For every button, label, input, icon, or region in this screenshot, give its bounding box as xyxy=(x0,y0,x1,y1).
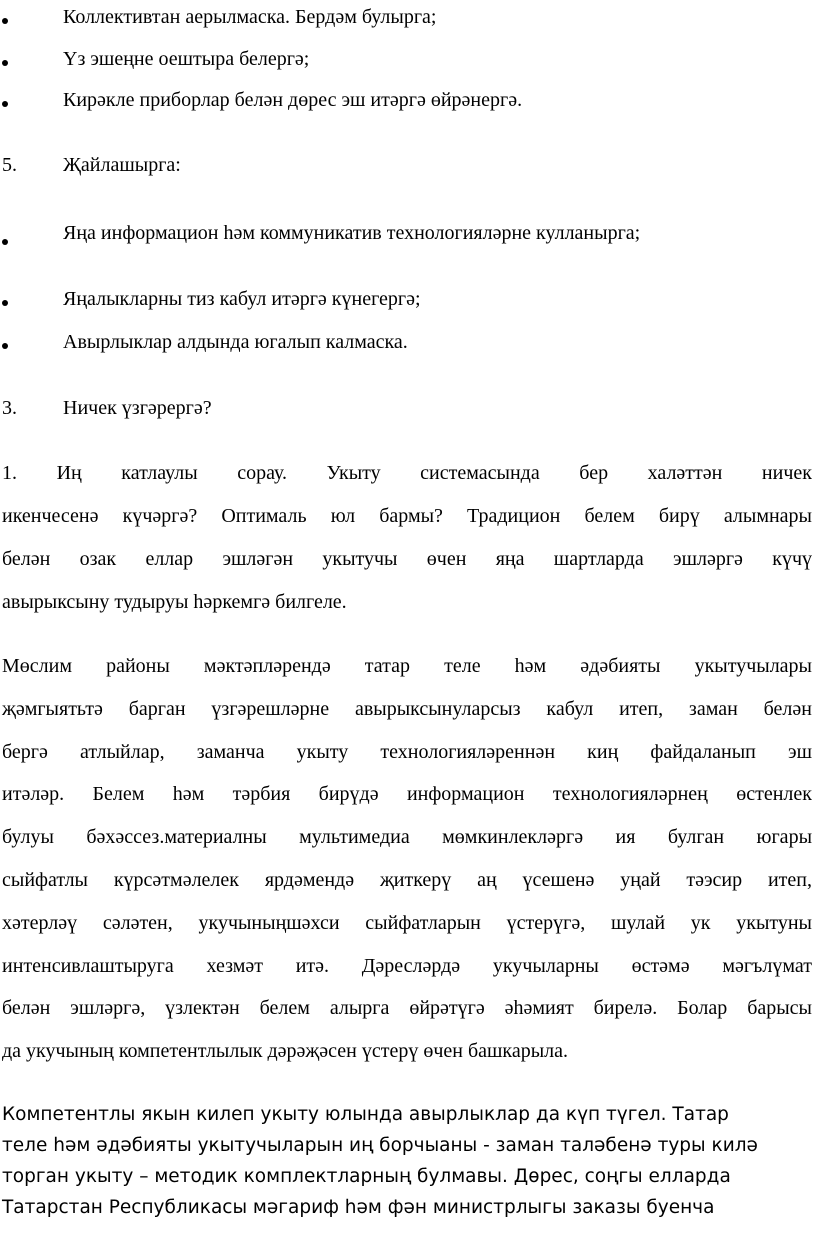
paragraph-line: белән озак еллар эшләгән укытучы өчен яңа шартларда эшләргә күчү xyxy=(2,548,812,570)
list-item: Коллективтан аерылмаска. Бердәм булырга; xyxy=(63,6,437,28)
list-item: Авырлыклар алдында югалып калмаска. xyxy=(63,331,408,353)
paragraph-line: икенчесенә күчәргә? Оптималь юл бармы? Традицион белем бирү алымнары xyxy=(2,505,812,527)
paragraph-line: Компетентлы якын килеп укыту юлында авырлыклар да күп түгел. Татар xyxy=(2,1104,729,1125)
paragraph-line: итәләр. Белем һәм тәрбия бирүдә информацион технологияләрнең өстенлек xyxy=(2,783,812,805)
bullet-icon xyxy=(2,60,8,66)
paragraph-line: 1. Иң катлаулы сорау. Укыту системасында бер халәттән ничек xyxy=(2,462,812,484)
bullet-icon xyxy=(2,101,8,107)
paragraph-line: авырыксыну тудыруы һәркемгә билгеле. xyxy=(2,591,347,613)
paragraph-line: да укучының компетентлылык дәрәҗәсен үстерү өчен башкарыла. xyxy=(2,1040,568,1062)
paragraph-line: җәмгыятьтә барган үзгәрешләрне авырыксынуларсыз кабул итеп, заман белән xyxy=(2,698,812,720)
paragraph-line: хәтерләү сәләтен, укучыныңшәхси сыйфатларын үстерүгә, шулай ук укытуны xyxy=(2,912,812,934)
section-number: 5. xyxy=(2,154,17,176)
paragraph-line: сыйфатлы күрсәтмәлелек ярдәмендә җиткерү аң үсешенә уңай тәэсир итеп, xyxy=(2,869,812,891)
section-title: Ничек үзгәрергә? xyxy=(63,397,212,419)
paragraph-line: интенсивлаштыруга хезмәт итә. Дәресләрдә укучыларны өстәмә мәгълүмат xyxy=(2,955,812,977)
list-item: Яңа информацион һәм коммуникатив технологияләрне кулланырга; xyxy=(63,222,641,244)
bullet-icon xyxy=(2,343,8,349)
paragraph-line: Татарстан Республикасы мәгариф һәм фән министрлыгы заказы буенча xyxy=(2,1197,715,1218)
paragraph-line: булуы бәхәссез.материалны мультимедиа мөмкинлекләргә ия булган югары xyxy=(2,826,812,848)
paragraph-line: торган укыту – методик комплектларның булмавы. Дөрес, соңгы елларда xyxy=(2,1166,731,1187)
list-item: Үз эшеңне оештыра белергә; xyxy=(63,48,310,70)
paragraph-line: белән эшләргә, үзлектән белем алырга өйрәтүгә әһәмият бирелә. Болар барысы xyxy=(2,997,812,1019)
bullet-icon xyxy=(2,18,8,24)
list-item: Яңалыкларны тиз кабул итәргә күнегергә; xyxy=(63,288,421,310)
list-item: Кирәкле приборлар белән дөрес эш итәргә өйрәнергә. xyxy=(63,89,523,111)
section-title: Җайлашырга: xyxy=(63,154,181,176)
bullet-icon xyxy=(2,239,8,245)
bullet-icon xyxy=(2,300,8,306)
paragraph-line: теле һәм әдәбияты укытучыларын иң борчыаны - заман таләбенә туры килә xyxy=(2,1135,758,1156)
paragraph-line: Мөслим районы мәктәпләрендә татар теле һәм әдәбияты укытучылары xyxy=(2,655,812,677)
section-number: 3. xyxy=(2,397,17,419)
paragraph-line: бергә атлыйлар, заманча укыту технологияләреннән киң файдаланып эш xyxy=(2,741,812,763)
